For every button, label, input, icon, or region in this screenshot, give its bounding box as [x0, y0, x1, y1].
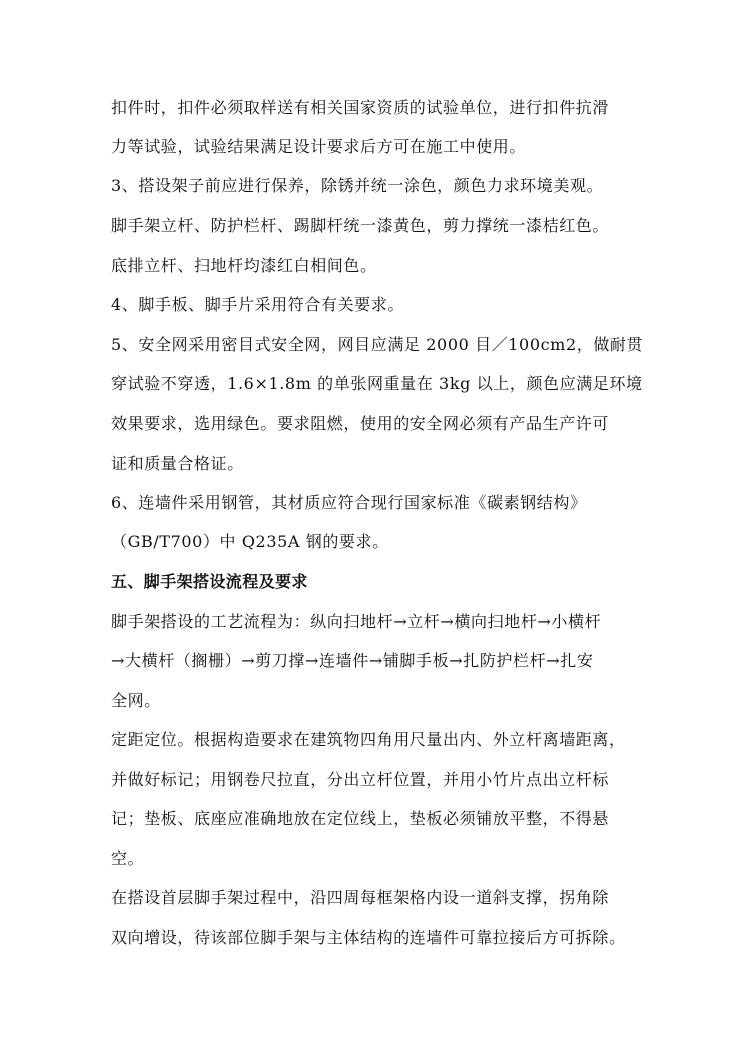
paragraph-line-12: （GB/T700）中 Q235A 钢的要求。	[111, 532, 389, 551]
paragraph-line-21: 双向增设，待该部位脚手架与主体结构的连墙件可靠拉接后方可拆除。	[111, 928, 626, 947]
paragraph-line-17: 并做好标记；用钢卷尺拉直，分出立杆位置，并用小竹片点出立杆标	[111, 770, 610, 789]
section-heading: 五、脚手架搭设流程及要求	[111, 572, 308, 591]
paragraph-line-10: 证和质量合格证。	[111, 454, 244, 473]
paragraph-line-11: 6、连墙件采用钢管，其材质应符合现行国家标准《碳素钢结构》	[111, 493, 587, 512]
paragraph-line-9: 效果要求，选用绿色。要求阻燃，使用的安全网必须有产品生产许可	[111, 414, 610, 433]
paragraph-line-4: 脚手架立杆、防护栏杆、踢脚杆统一漆黄色，剪力撑统一漆桔红色。	[111, 216, 610, 235]
paragraph-line-18: 记；垫板、底座应准确地放在定位线上，垫板必须铺放平整，不得悬	[111, 809, 610, 828]
paragraph-line-3: 3、搭设架子前应进行保养，除锈并统一涂色，颜色力求环境美观。	[111, 176, 604, 195]
paragraph-line-15: 全网。	[111, 691, 161, 710]
paragraph-line-5: 底排立杆、扫地杆均漆红白相间色。	[111, 256, 377, 275]
paragraph-line-7: 5、安全网采用密目式安全网，网目应满足 2000 目／100cm2，做耐贯	[111, 335, 644, 354]
paragraph-line-20: 在搭设首层脚手架过程中，沿四周每框架格内设一道斜支撑，拐角除	[111, 888, 610, 907]
paragraph-line-19: 空。	[111, 849, 145, 868]
paragraph-line-13: 脚手架搭设的工艺流程为：纵向扫地杆→立杆→横向扫地杆→小横杆	[111, 612, 602, 631]
paragraph-line-2: 力等试验，试验结果满足设计要求后方可在施工中使用。	[111, 137, 527, 156]
paragraph-line-14: →大横杆（搁栅）→剪刀撑→连墙件→铺脚手板→扎防护栏杆→扎安	[111, 651, 594, 670]
paragraph-line-1: 扣件时，扣件必须取样送有相关国家资质的试验单位，进行扣件抗滑	[111, 98, 610, 117]
paragraph-line-8: 穿试验不穿透，1.6×1.8m 的单张网重量在 3kg 以上，颜色应满足环境	[111, 374, 643, 393]
paragraph-line-16: 定距定位。根据构造要求在建筑物四角用尺量出内、外立杆离墙距离，	[111, 730, 626, 749]
paragraph-line-6: 4、脚手板、脚手片采用符合有关要求。	[111, 295, 404, 314]
